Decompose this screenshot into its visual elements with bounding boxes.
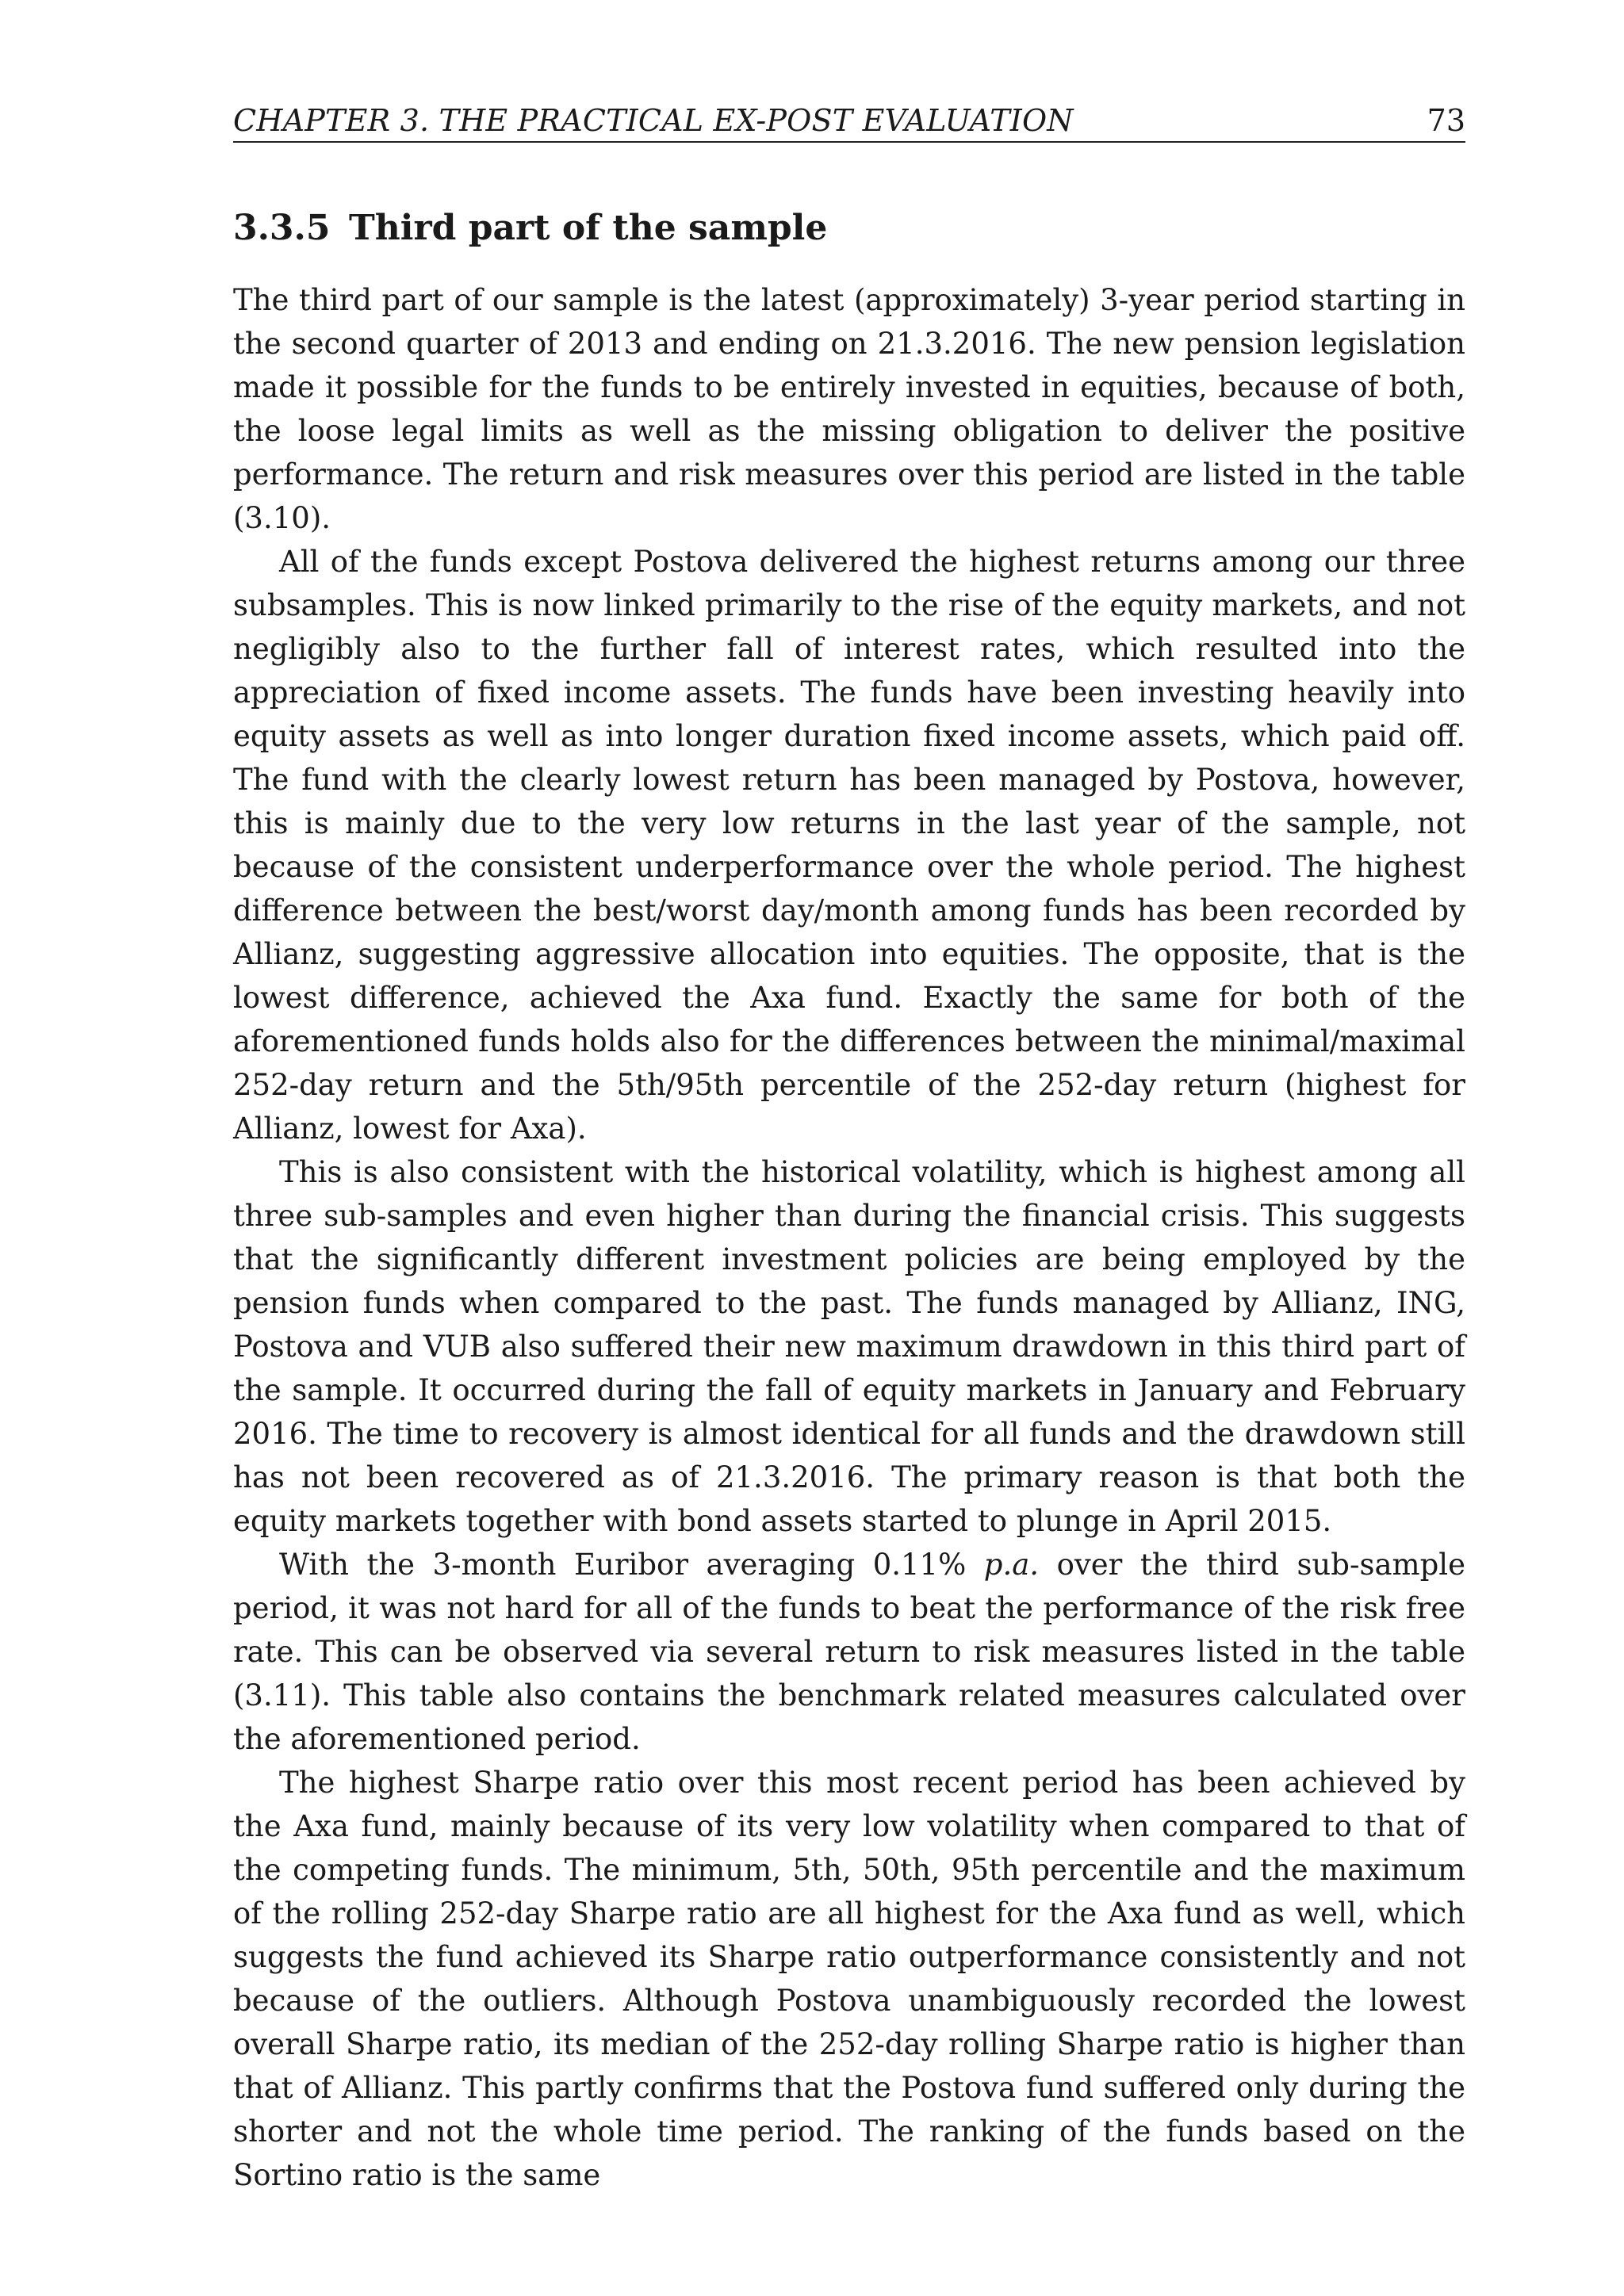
euribor-rate-value: 0.11%: [872, 1548, 967, 1582]
paragraph-2: All of the funds except Postova delivered the highest returns among our three subsamples. This is now linked primarily to the rise of the equity markets, and not negligibly also to the further fall of interest rates, which resulted into the appreciation of fixed income assets. The funds have been investing heavily into equity assets as well as into longer duration fixed income assets, which paid off. The fund with the clearly lowest return has been managed by Postova, however, this is mainly due to the very low returns in the last year of the sample, not because of the consistent underperformance over the whole period. The highest difference between the best/worst day/month among funds has been recorded by Allianz, suggesting aggressive allocation into equities. The opposite, that is the lowest difference, achieved the Axa fund. Exactly the same for both of the aforementioned funds holds also for the differences between the minimal/maximal 252-day return and the 5th/95th percentile of the 252-day return (highest for Allianz, lowest for Axa).: [233, 545, 1465, 1146]
body-text: [233, 278, 1465, 2197]
section-heading: [233, 208, 827, 248]
paragraph-4-lead: With the 3-month Euribor averaging: [279, 1548, 873, 1582]
paragraph-5: The highest Sharpe ratio over this most recent period has been achieved by the Axa fund, mainly because of its very low volatility when compared to that of the competing funds. The minimum, 5th, 50th, 95th percentile and the maximum of the rolling 252-day Sharpe ratio are all highest for the Axa fund as well, which suggests the fund achieved its Sharpe ratio outperformance consistently and not because of the outliers. Although Postova unambiguously recorded the lowest overall Sharpe ratio, its median of the 252-day rolling Sharpe ratio is higher than that of Allianz. This partly confirms that the Postova fund suffered only during the shorter and not the whole time period. The ranking of the funds based on the Sortino ratio is the same: [233, 1766, 1465, 2192]
paragraph-4: [233, 1543, 1465, 1761]
euribor-rate-unit: p.a.: [983, 1548, 1040, 1582]
paragraph-1: The third part of our sample is the latest (approximately) 3-year period starting in the second quarter of 2013 and ending on 21.3.2016. The new pension legislation made it possible for the funds to be entirely invested in equities, because of both, the loose legal limits as well as the missing obligation to deliver the positive performance. The return and risk measures over this period are listed in the table (3.10).: [233, 283, 1465, 535]
paragraph-4-rest: over the third sub-sample period, it was not hard for all of the funds to beat the performance of the risk free rate. This can be observed via several return to risk measures listed in the table (3.11). This table also contains the benchmark related measures calculated over the aforementioned period.: [233, 1548, 1465, 1756]
running-header: [233, 100, 1465, 143]
running-title: CHAPTER 3. THE PRACTICAL EX-POST EVALUATION: [233, 103, 1074, 138]
section-title: Third part of the sample: [349, 208, 828, 248]
paragraph-3: This is also consistent with the historical volatility, which is highest among all three sub-samples and even higher than during the financial crisis. This suggests that the significantly different investment policies are being employed by the pension funds when compared to the past. The funds managed by Allianz, ING, Postova and VUB also suffered their new maximum drawdown in this third part of the sample. It occurred during the fall of equity markets in January and February 2016. The time to recovery is almost identical for all funds and the drawdown still has not been recovered as of 21.3.2016. The primary reason is that both the equity markets together with bond assets started to plunge in April 2015.: [233, 1155, 1465, 1538]
section-number: 3.3.5: [233, 208, 331, 248]
page-number: 73: [1427, 103, 1465, 138]
